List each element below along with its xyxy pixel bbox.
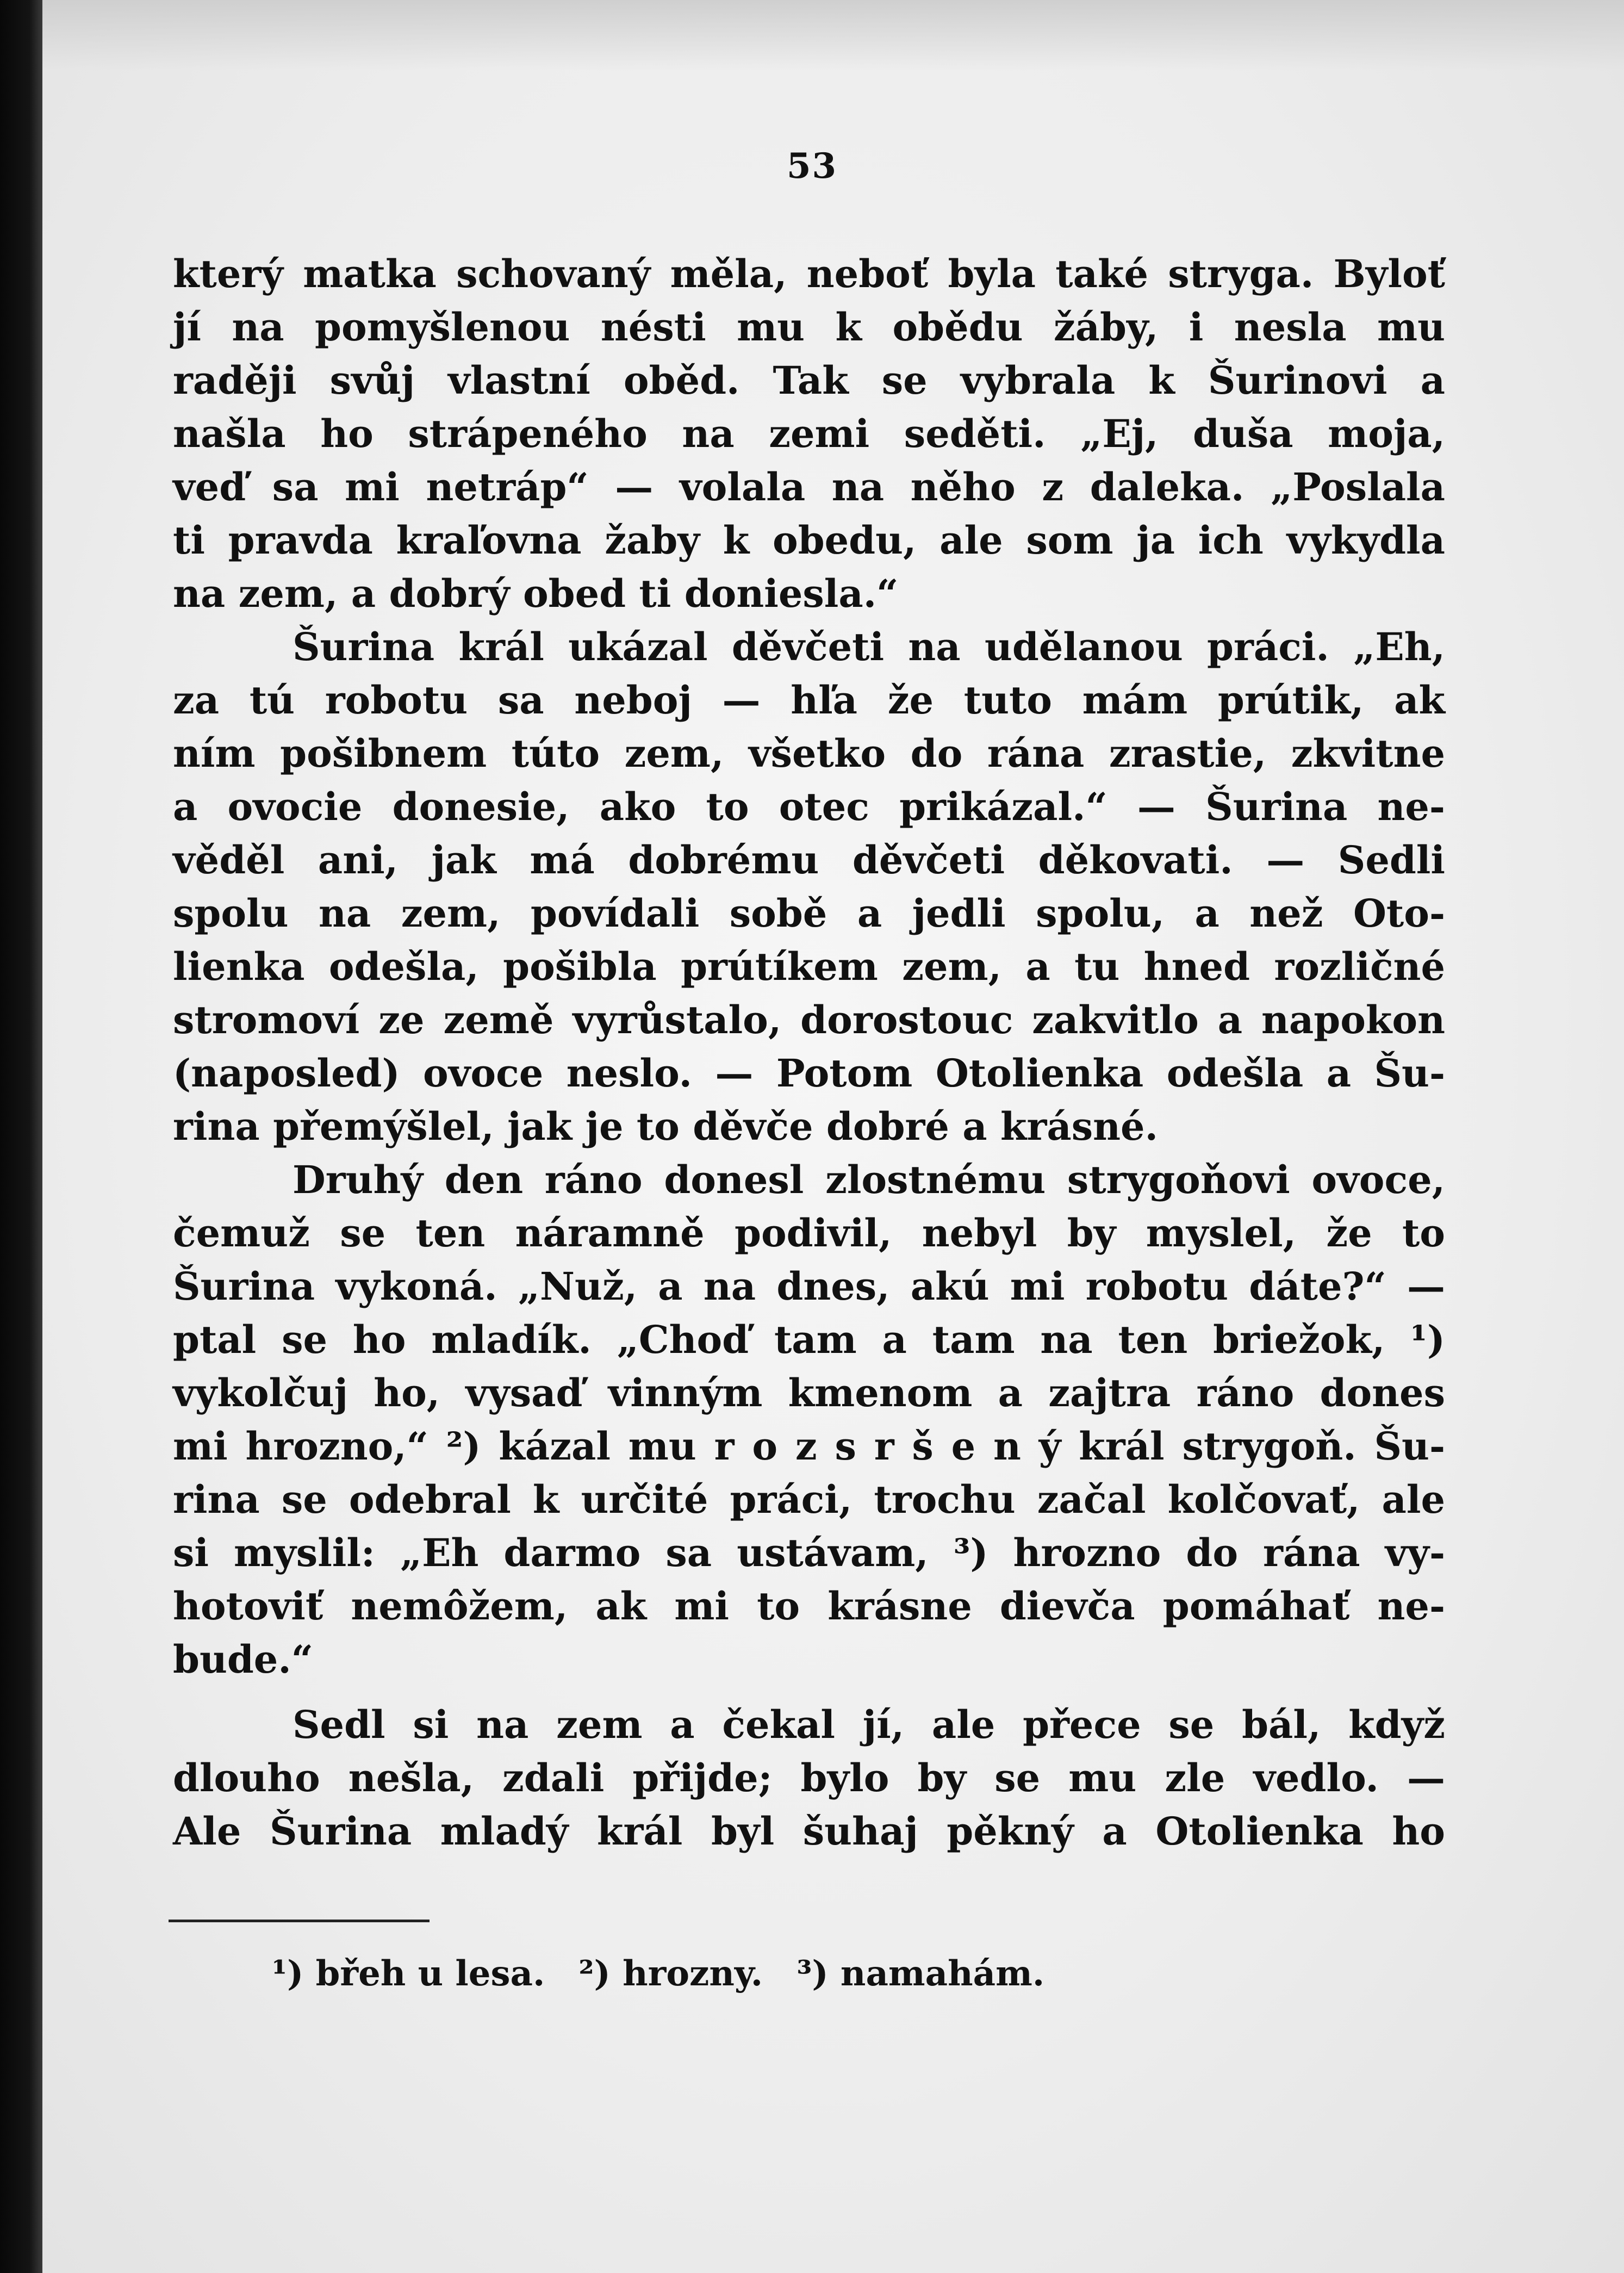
- footnote-1: ¹) břeh u lesa.: [272, 1953, 545, 1994]
- text-line: za tú robotu sa neboj — hľa že tuto mám prútik, ak: [173, 678, 1445, 723]
- text-line: veď sa mi netráp“ — volala na něho z daleka. „Poslala: [173, 464, 1445, 510]
- text-line: (naposled) ovoce neslo. — Potom Otolienka odešla a Šu-: [173, 1051, 1445, 1096]
- text-line: ním pošibnem túto zem, všetko do rána zrastie, zkvitne: [173, 731, 1445, 776]
- text-line: spolu na zem, povídali sobě a jedli spolu, a než Oto-: [173, 891, 1445, 936]
- text-line: našla ho strápeného na zemi seděti. „Ej, duša moja,: [173, 411, 1445, 456]
- footnote-3: ³) namahám.: [797, 1953, 1045, 1994]
- text-line: který matka schovaný měla, neboť byla také stryga. Byloť: [173, 251, 1445, 296]
- footnotes: [272, 1947, 1066, 2001]
- body-text: [173, 247, 1445, 1858]
- text-line: na zem, a dobrý obed ti doniesla.“: [173, 571, 899, 616]
- page-binding-shadow: [0, 0, 42, 2273]
- text-line: Druhý den ráno donesl zlostnému strygoňovi ovoce,: [293, 1157, 1445, 1202]
- text-line: stromoví ze země vyrůstalo, dorostouc zakvitlo a napokon: [173, 997, 1445, 1042]
- footnote-divider: [169, 1920, 430, 1922]
- text-line: Sedl si na zem a čekal jí, ale přece se bál, když: [293, 1702, 1445, 1747]
- text-line: raději svůj vlastní oběd. Tak se vybrala k Šurinovi a: [173, 358, 1445, 403]
- text-line: ti pravda kraľovna žaby k obedu, ale som ja ich vykydla: [173, 518, 1445, 563]
- text-line: jí na pomyšlenou nésti mu k obědu žáby, i nesla mu: [173, 305, 1445, 350]
- text-line: Šurina vykoná. „Nuž, a na dnes, akú mi robotu dáte?“ —: [173, 1264, 1445, 1309]
- page-top-shading: [42, 0, 1624, 71]
- text-line: čemuž se ten náramně podivil, nebyl by myslel, že to: [173, 1210, 1445, 1256]
- text-line: věděl ani, jak má dobrému děvčeti děkovati. — Sedli: [173, 837, 1445, 883]
- text-line: rina se odebral k určité práci, trochu začal kolčovať, ale: [173, 1477, 1445, 1522]
- page-number: 53: [786, 146, 838, 187]
- text-line: rina přemýšlel, jak je to děvče dobré a krásné.: [173, 1104, 1158, 1149]
- text-line: mi hrozno,“ ²) kázal mu r o z s r š e n ý král strygoň. Šu-: [173, 1424, 1445, 1469]
- text-line: vykolčuj ho, vysaď vinným kmenom a zajtra ráno dones: [173, 1370, 1445, 1415]
- footnote-2: ²) hrozny.: [578, 1953, 763, 1994]
- text-line: hotoviť nemôžem, ak mi to krásne dievča pomáhať ne-: [173, 1583, 1445, 1629]
- text-line: Ale Šurina mladý král byl šuhaj pěkný a Otolienka ho: [173, 1809, 1445, 1854]
- text-line: dlouho nešla, zdali přijde; bylo by se mu zle vedlo. —: [173, 1755, 1445, 1800]
- text-line: si myslil: „Eh darmo sa ustávam, ³) hrozno do rána vy-: [173, 1530, 1445, 1575]
- text-line: a ovocie donesie, ako to otec prikázal.“ — Šurina ne-: [173, 784, 1445, 829]
- text-line: lienka odešla, pošibla prútíkem zem, a tu hned rozličné: [173, 944, 1445, 989]
- text-line: bude.“: [173, 1637, 313, 1682]
- text-line: Šurina král ukázal děvčeti na udělanou práci. „Eh,: [293, 624, 1445, 669]
- text-line: ptal se ho mladík. „Choď tam a tam na ten briežok, ¹): [173, 1317, 1445, 1362]
